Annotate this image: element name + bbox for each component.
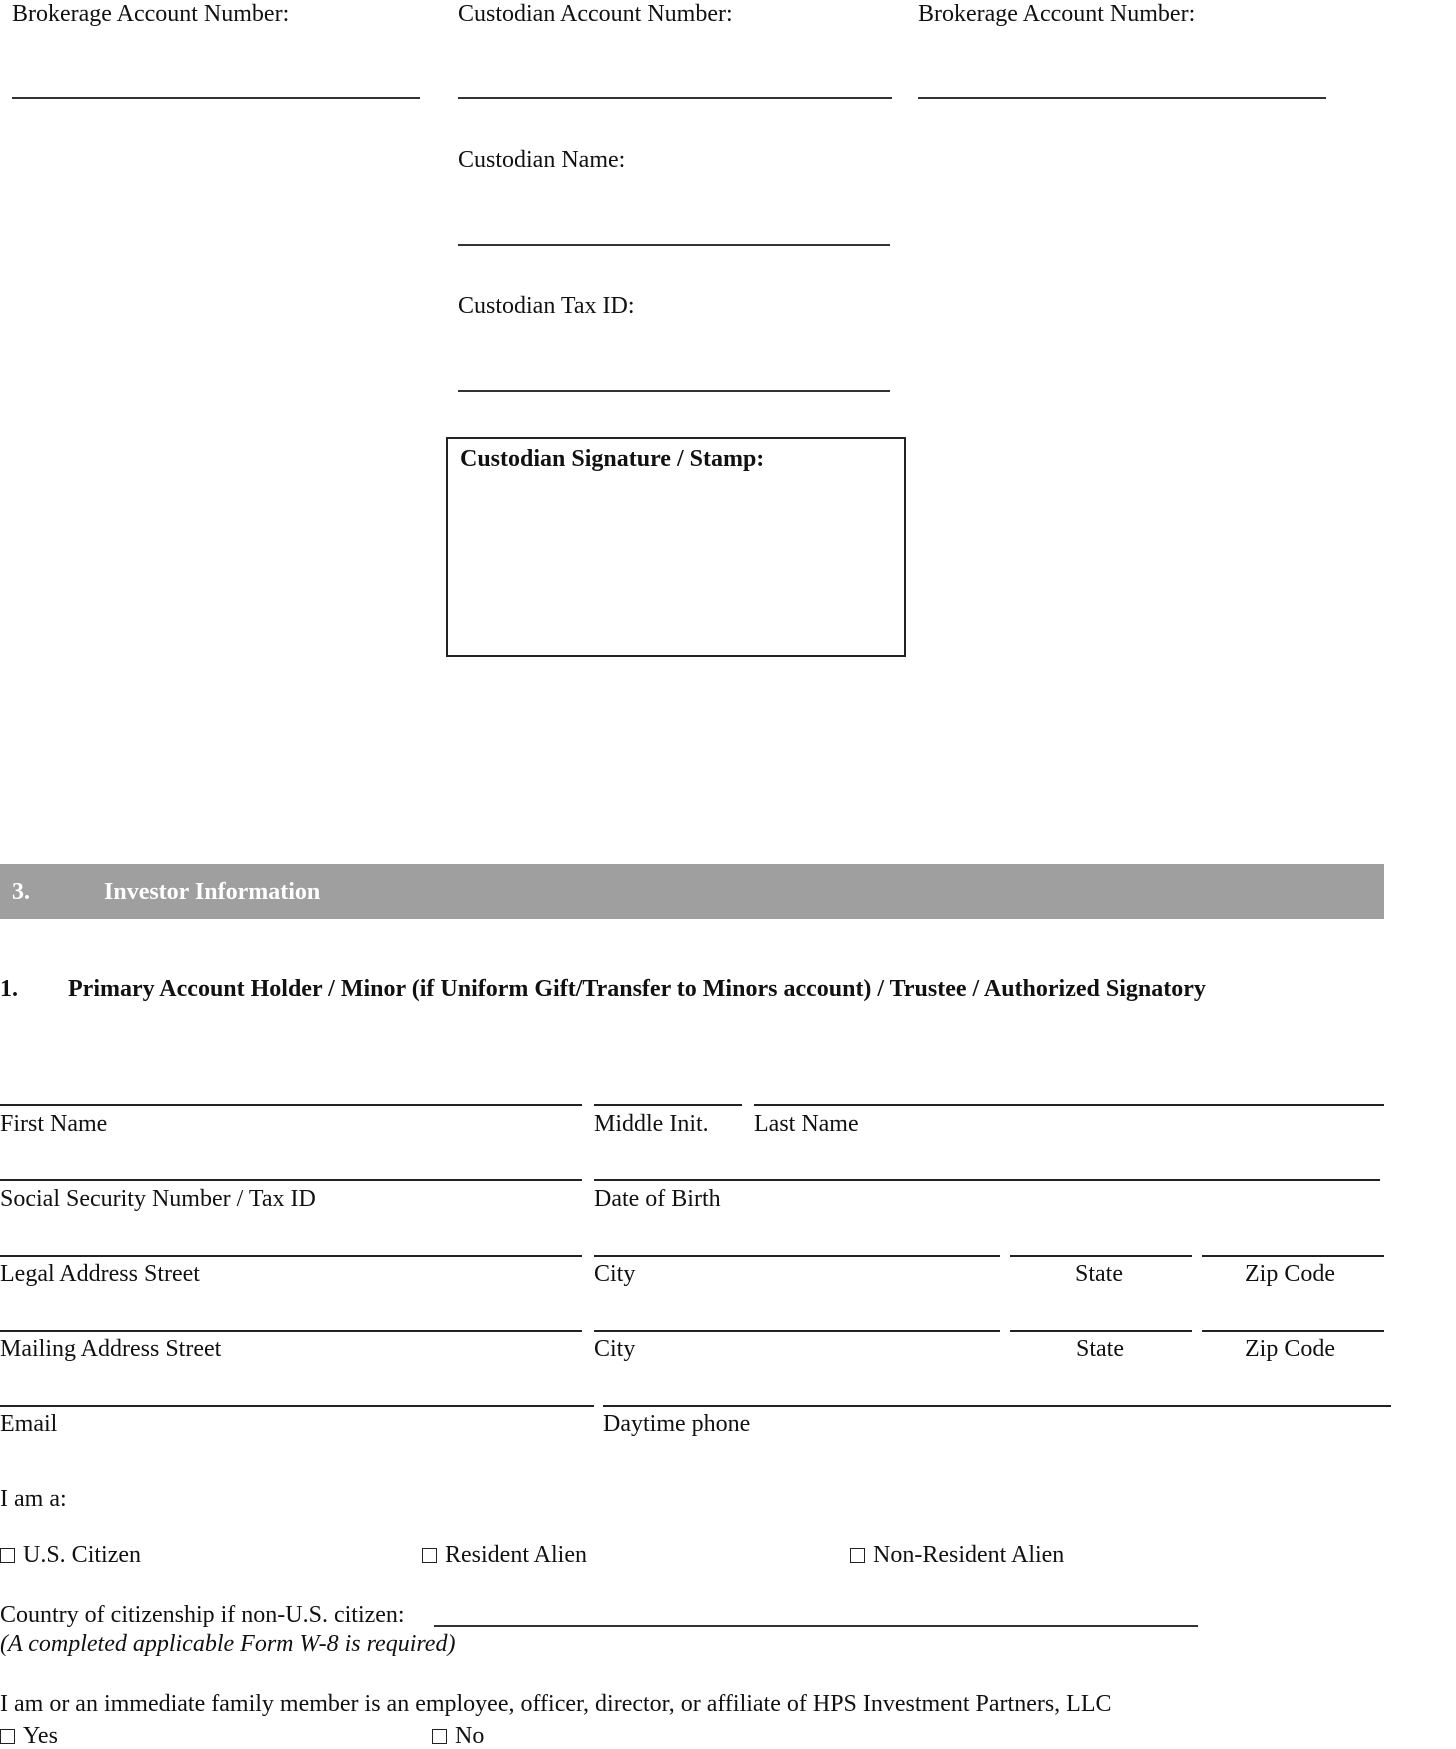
- non-resident-alien-checkbox[interactable]: [850, 1548, 865, 1563]
- dob-field[interactable]: [594, 1179, 1380, 1181]
- legal-state-label: State: [1075, 1261, 1123, 1287]
- ssn-label: Social Security Number / Tax ID: [0, 1186, 316, 1212]
- country-of-citizenship-label: Country of citizenship if non-U.S. citizen:: [0, 1602, 405, 1628]
- last-name-label: Last Name: [754, 1111, 859, 1137]
- affiliate-no-checkbox[interactable]: [432, 1729, 447, 1744]
- custodian-name-label: Custodian Name:: [458, 147, 626, 173]
- resident-alien-checkbox[interactable]: [422, 1548, 437, 1563]
- subsection-title: Primary Account Holder / Minor (if Uniform Gift/Transfer to Minors account) / Trustee / Authorized Signatory: [68, 976, 1206, 1002]
- affiliate-yes-option[interactable]: [0, 1724, 58, 1748]
- custodian-signature-label: Custodian Signature / Stamp:: [460, 446, 765, 472]
- mailing-state-field[interactable]: [1010, 1330, 1192, 1332]
- section-number: 3.: [12, 879, 30, 905]
- first-name-field[interactable]: [0, 1104, 582, 1106]
- legal-state-field[interactable]: [1010, 1255, 1192, 1257]
- ssn-field[interactable]: [0, 1179, 582, 1181]
- daytime-phone-label: Daytime phone: [603, 1411, 751, 1437]
- legal-street-field[interactable]: [0, 1255, 582, 1257]
- brokerage-account-number-field[interactable]: [12, 97, 420, 99]
- mailing-zip-label: Zip Code: [1245, 1336, 1335, 1362]
- email-field[interactable]: [0, 1405, 594, 1407]
- resident-alien-label: Resident Alien: [445, 1542, 587, 1568]
- brokerage-account-number-right-field[interactable]: [918, 97, 1326, 99]
- daytime-phone-field[interactable]: [603, 1405, 1391, 1407]
- us-citizen-label: U.S. Citizen: [23, 1542, 141, 1568]
- mailing-street-field[interactable]: [0, 1330, 582, 1332]
- dob-label: Date of Birth: [594, 1186, 721, 1212]
- first-name-label: First Name: [0, 1111, 108, 1137]
- affiliate-no-option[interactable]: [432, 1724, 484, 1748]
- last-name-field[interactable]: [754, 1104, 1384, 1106]
- custodian-tax-id-field[interactable]: [458, 390, 890, 392]
- mailing-state-label: State: [1076, 1336, 1124, 1362]
- middle-init-label: Middle Init.: [594, 1111, 709, 1137]
- w8-note: (A completed applicable Form W-8 is required): [0, 1631, 456, 1657]
- non-resident-alien-option[interactable]: [850, 1543, 1064, 1567]
- country-of-citizenship-field[interactable]: [434, 1625, 1198, 1627]
- non-resident-alien-label: Non-Resident Alien: [873, 1542, 1065, 1568]
- affiliate-yes-checkbox[interactable]: [0, 1729, 15, 1744]
- affiliate-question: I am or an immediate family member is an employee, officer, director, or affiliate of HPS Investment Partners, LLC: [0, 1691, 1112, 1717]
- legal-zip-label: Zip Code: [1245, 1261, 1335, 1287]
- brokerage-account-number-label: Brokerage Account Number:: [12, 1, 290, 27]
- middle-init-field[interactable]: [594, 1104, 742, 1106]
- mailing-zip-field[interactable]: [1202, 1330, 1384, 1332]
- legal-zip-field[interactable]: [1202, 1255, 1384, 1257]
- section-header-bar: [0, 864, 1384, 919]
- citizenship-prompt: I am a:: [0, 1486, 67, 1512]
- legal-city-label: City: [594, 1261, 636, 1287]
- custodian-tax-id-label: Custodian Tax ID:: [458, 293, 635, 319]
- legal-city-field[interactable]: [594, 1255, 1000, 1257]
- mailing-city-label: City: [594, 1336, 636, 1362]
- subsection-number: 1.: [0, 976, 18, 1002]
- custodian-name-field[interactable]: [458, 244, 890, 246]
- custodian-account-number-field[interactable]: [458, 97, 892, 99]
- section-title: Investor Information: [104, 879, 321, 905]
- email-label: Email: [0, 1411, 58, 1437]
- mailing-street-label: Mailing Address Street: [0, 1336, 222, 1362]
- legal-street-label: Legal Address Street: [0, 1261, 200, 1287]
- us-citizen-checkbox[interactable]: [0, 1548, 15, 1563]
- custodian-signature-box[interactable]: [446, 437, 906, 657]
- affiliate-yes-label: Yes: [23, 1723, 58, 1749]
- mailing-city-field[interactable]: [594, 1330, 1000, 1332]
- custodian-account-number-label: Custodian Account Number:: [458, 1, 733, 27]
- brokerage-account-number-right-label: Brokerage Account Number:: [918, 1, 1196, 27]
- us-citizen-option[interactable]: [0, 1543, 141, 1567]
- resident-alien-option[interactable]: [422, 1543, 587, 1567]
- affiliate-no-label: No: [455, 1723, 485, 1749]
